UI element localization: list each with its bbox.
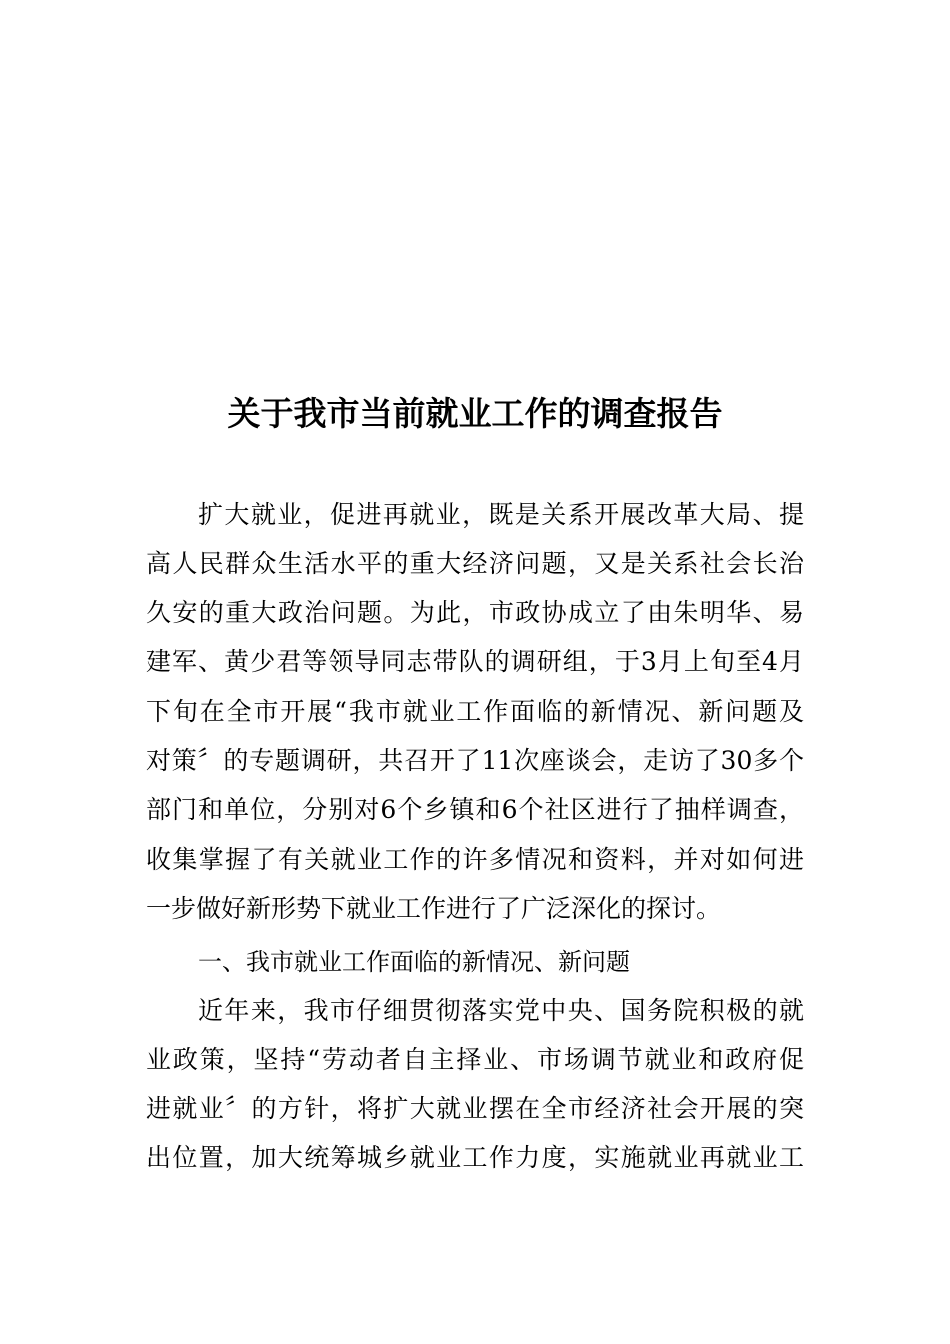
paragraph-line: 近年来，我市仔细贯彻落实党中央、国务院积极的就	[198, 996, 804, 1025]
paragraph-line: 部门和单位，分别对6个乡镇和6个社区进行了抽样调查，	[146, 795, 804, 824]
paragraph-line: 建军、黄少君等领导同志带队的调研组，于3月上旬至4月	[146, 647, 804, 676]
paragraph-line: 进就业〞的方针，将扩大就业摆在全市经济社会开展的突	[146, 1094, 804, 1123]
paragraph-line: 一步做好新形势下就业工作进行了广泛深化的探讨。	[146, 894, 722, 923]
paragraph-line: 扩大就业，促进再就业，既是关系开展改革大局、提	[198, 500, 804, 529]
section-heading: 一、我市就业工作面临的新情况、新问题	[198, 948, 630, 976]
paragraph-line: 收集掌握了有关就业工作的许多情况和资料，并对如何进	[146, 845, 804, 874]
paragraph-line: 高人民群众生活水平的重大经济问题，又是关系社会长治	[146, 549, 804, 578]
paragraph-line: 出位置，加大统筹城乡就业工作力度，实施就业再就业工	[146, 1143, 804, 1172]
paragraph-line: 久安的重大政治问题。为此，市政协成立了由朱明华、易	[146, 598, 804, 627]
paragraph-line: 对策〞的专题调研，共召开了11次座谈会，走访了30多个	[146, 746, 804, 775]
document-title: 关于我市当前就业工作的调查报告	[227, 394, 723, 433]
paragraph-line: 下旬在全市开展“我市就业工作面临的新情况、新问题及	[146, 697, 804, 726]
paragraph-line: 业政策，坚持“劳动者自主择业、市场调节就业和政府促	[146, 1045, 804, 1074]
